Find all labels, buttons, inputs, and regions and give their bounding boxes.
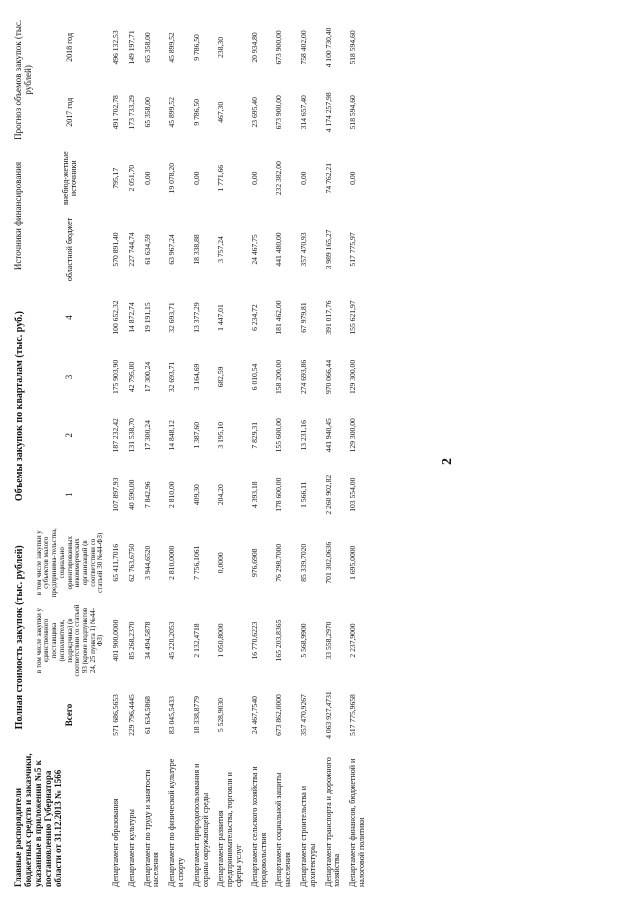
row-value-single: 2 237,9000 [348, 623, 358, 658]
row-value-total: 357 470,9267 [298, 694, 308, 736]
row-value-single: 85 268,2370 [126, 621, 136, 660]
row-value-regional: 441 480,00 [274, 232, 284, 267]
row-value-smb: 76 298,7000 [274, 543, 284, 582]
row-value-y2017: 4 174 257,98 [323, 92, 333, 133]
table-row [294, 15, 319, 890]
row-value-q3: 158 200,00 [274, 359, 284, 395]
header-main-column: Главные распорядители бюджетных средств и заказчики, указанные в приложении №5 к постановлению Губернатора области от 31.12.2013 № 1566 [13, 753, 63, 887]
row-value-single: 34 494,5878 [142, 621, 152, 660]
row-value-total: 61 634,5868 [142, 696, 152, 735]
row-department: Департамент транспорта и дорожного хозяйства [323, 757, 342, 887]
row-value-q2: 187 232,42 [110, 418, 120, 453]
row-value-q1: 103 554,00 [348, 477, 358, 512]
row-value-q1: 178 600,00 [274, 477, 284, 512]
row-value-q1: 1 566,11 [298, 481, 308, 508]
row-value-q1: 2 810,00 [167, 481, 177, 508]
header-extrabudget: внебюд-жетные источники [60, 151, 79, 206]
row-value-q4: 19 191,15 [142, 302, 152, 333]
header-sources-group: Источники финансирования [13, 161, 23, 271]
table-row [187, 15, 212, 890]
row-value-regional: 3 757,24 [216, 236, 226, 263]
row-value-single: 2 132,4718 [191, 623, 201, 658]
row-value-y2018: 673 900,00 [274, 30, 284, 65]
row-value-y2018: 45 899,52 [167, 32, 177, 63]
row-value-total: 517 775,9658 [348, 694, 358, 736]
row-value-regional: 24 467,75 [249, 234, 259, 265]
row-value-extra: 0,00 [298, 171, 308, 185]
row-value-extra: 19 078,20 [167, 163, 177, 194]
row-value-y2017: 314 657,40 [298, 95, 308, 130]
header-forecast-group: Прогноз объемов закупок (тыс. рублей) [13, 19, 33, 140]
row-value-q3: 129 300,00 [348, 359, 358, 395]
row-value-total: 571 686,5653 [110, 694, 120, 736]
table-row [245, 15, 270, 890]
row-department: Департамент социальной защиты населения [274, 772, 293, 887]
row-value-q3: 17 300,24 [142, 361, 152, 393]
row-value-y2018: 4 100 730,40 [323, 27, 333, 68]
header-single-supplier: в том числе закупки у единственного поставщика (исполнителя, подрядчика) (в соответствии со статьей 93 (кроме подпунктов 24, 25 пункта 1) №44-ФЗ) [34, 604, 105, 677]
row-value-y2017: 173 733,29 [126, 95, 136, 130]
row-value-q2: 1 387,60 [191, 422, 201, 449]
row-value-regional: 18 338,88 [191, 234, 201, 265]
row-department: Департамент по физической культуре и спорту [167, 758, 185, 887]
row-value-q3: 970 066,44 [323, 359, 333, 395]
row-value-total: 673 862,0000 [274, 694, 284, 736]
row-value-smb: 3 944,6520 [142, 545, 152, 580]
header-q1: 1 [64, 492, 75, 497]
header-q4: 4 [64, 315, 75, 320]
row-value-y2017: 491 702,78 [110, 95, 120, 130]
row-value-extra: 2 051,70 [126, 164, 136, 192]
row-value-q4: 13 377,29 [191, 302, 201, 333]
row-department: Департамент по труду и занятости населения [142, 769, 161, 887]
row-value-extra: 232 382,00 [274, 161, 284, 196]
header-2017: 2017 год [64, 97, 74, 127]
row-value-y2017: 65 358,00 [142, 97, 152, 128]
row-department: Департамент образования [110, 798, 120, 887]
table-row [162, 15, 187, 890]
row-value-q2: 155 600,00 [274, 418, 284, 453]
table-row [122, 15, 138, 890]
row-department: Департамент природопользования и охраны окружающей среды [191, 763, 210, 887]
row-value-y2018: 149 197,71 [126, 30, 136, 65]
header-q2: 2 [64, 433, 75, 438]
row-value-q4: 32 693,71 [167, 302, 177, 333]
row-value-smb: 7 756,1061 [191, 545, 201, 580]
row-value-smb: 701 302,0636 [323, 541, 333, 584]
row-value-single: 45 220,2053 [167, 621, 177, 660]
row-value-regional: 63 967,24 [167, 234, 177, 265]
row-value-y2017: 45 899,52 [167, 97, 177, 128]
row-department: Департамент сельского хозяйства и продовольствия [249, 766, 268, 887]
row-value-y2017: 467,30 [216, 101, 226, 123]
row-value-regional: 227 744,74 [126, 232, 136, 267]
table-row [138, 15, 163, 890]
row-value-y2018: 758 402,00 [298, 30, 308, 65]
row-value-regional: 570 891,40 [110, 232, 120, 267]
row-value-extra: 74 762,21 [323, 163, 333, 194]
row-value-single: 33 558,2970 [323, 621, 333, 660]
row-value-q4: 391 017,76 [323, 300, 333, 335]
row-value-smb: 976,6908 [249, 548, 259, 577]
row-department: Департамент культуры [126, 809, 136, 887]
row-value-q2: 129 300,00 [348, 418, 358, 453]
row-value-q2: 131 538,70 [126, 418, 136, 453]
table-row [319, 15, 344, 890]
header-q3: 3 [64, 374, 75, 380]
row-value-y2017: 673 900,00 [274, 95, 284, 130]
row-value-smb: 0,0000 [216, 552, 226, 574]
row-value-q3: 6 010,54 [249, 363, 259, 391]
row-value-y2017: 9 786,50 [191, 99, 201, 126]
row-value-q1: 107 897,93 [110, 477, 120, 512]
row-value-q3: 42 795,00 [126, 361, 136, 393]
row-value-regional: 357 470,93 [298, 232, 308, 267]
row-value-regional: 517 775,97 [348, 232, 358, 267]
row-value-q2: 13 231,16 [298, 420, 308, 451]
row-value-y2017: 23 695,40 [249, 97, 259, 128]
row-value-q2: 14 848,12 [167, 420, 177, 451]
row-value-q1: 4 393,18 [249, 481, 259, 508]
row-value-total: 18 338,8779 [191, 696, 201, 735]
row-value-total: 4 063 927,4731 [323, 691, 333, 739]
header-total: Всего [64, 703, 75, 727]
row-value-total: 229 796,4445 [126, 694, 136, 736]
row-department: Департамент развития предпринимательства, торговли и сферы услуг [216, 772, 243, 887]
header-2018: 2018 год [64, 32, 74, 62]
row-value-smb: 1 695,0000 [348, 545, 358, 580]
row-value-q1: 7 842,96 [142, 481, 152, 508]
table-row [106, 15, 122, 890]
row-value-smb: 85 339,7020 [298, 543, 308, 582]
header-regional-budget: областной бюджет [64, 217, 74, 282]
header-quarters-group: Объемы закупок по кварталам (тыс. руб.) [14, 311, 25, 502]
row-value-extra: 0,00 [142, 171, 152, 185]
table-row [211, 15, 244, 890]
row-value-single: 165 203,8365 [274, 619, 284, 662]
row-value-total: 24 467,7540 [249, 696, 259, 735]
row-value-single: 1 050,8000 [216, 623, 226, 658]
row-value-single: 401 900,0000 [110, 619, 120, 662]
row-value-extra: 0,00 [249, 171, 259, 185]
row-value-q4: 155 621,97 [348, 300, 358, 335]
row-value-q3: 682,59 [216, 366, 226, 388]
row-value-regional: 61 634,59 [142, 234, 152, 265]
row-value-q3: 274 693,86 [298, 359, 308, 395]
row-value-q4: 181 462,00 [274, 300, 284, 335]
row-value-extra: 0,00 [348, 171, 358, 185]
row-value-y2018: 65 358,00 [142, 32, 152, 63]
row-value-q2: 3 195,10 [216, 422, 226, 449]
row-value-q2: 7 829,31 [249, 422, 259, 449]
row-value-q4: 14 872,74 [126, 302, 136, 333]
row-department: Департамент финансов, бюджетной и налоговой политики [348, 758, 366, 887]
row-value-regional: 3 989 165,27 [323, 229, 333, 270]
row-value-single: 16 770,6223 [249, 621, 259, 660]
header-row-groups [13, 15, 35, 890]
row-value-total: 83 045,5433 [167, 696, 177, 735]
row-value-y2018: 518 594,60 [348, 30, 358, 65]
procurement-table [13, 15, 368, 890]
row-value-q4: 6 234,72 [249, 304, 259, 331]
table-row [343, 15, 368, 890]
table-row [269, 15, 294, 890]
row-value-smb: 62 763,6750 [126, 543, 136, 582]
row-value-q1: 2 260 902,82 [323, 474, 333, 515]
row-value-extra: 795,17 [110, 167, 120, 189]
row-value-extra: 1 771,66 [216, 164, 226, 192]
row-value-q1: 204,20 [216, 484, 226, 506]
row-value-y2018: 20 934,80 [249, 32, 259, 63]
row-value-smb: 2 810,0000 [167, 545, 177, 580]
row-department: Департамент строительства и архитектуры [298, 785, 317, 887]
row-value-total: 5 528,9030 [216, 697, 226, 733]
row-value-q1: 409,30 [191, 484, 201, 506]
row-value-single: 5 568,9900 [298, 623, 308, 658]
row-value-q1: 40 590,00 [126, 479, 136, 510]
row-value-extra: 0,00 [191, 171, 201, 185]
header-total-group: Полная стоимость закупок (тыс. рублей) [14, 545, 25, 730]
row-value-y2017: 518 594,60 [348, 95, 358, 130]
row-value-q3: 32 693,71 [167, 361, 177, 393]
row-value-q3: 175 903,90 [110, 359, 120, 395]
row-value-y2018: 9 786,50 [191, 34, 201, 61]
row-value-y2018: 496 132,53 [110, 30, 120, 65]
header-small-business: в том числе закупки у субъектов малого предпринима-тельства, социально ориентированных некоммерческих организаций (в соответствии со статьей 30 №44-ФЗ) [34, 528, 105, 598]
row-value-q2: 441 940,45 [323, 418, 333, 453]
row-value-q3: 3 164,69 [191, 363, 201, 391]
row-value-q4: 1 447,01 [216, 304, 226, 331]
row-value-y2018: 238,30 [216, 37, 226, 58]
row-value-q2: 17 300,24 [142, 420, 152, 451]
row-value-q4: 67 979,81 [298, 302, 308, 333]
row-value-smb: 65 411,7016 [110, 543, 120, 582]
row-value-q4: 100 652,32 [110, 300, 120, 335]
page-number: 2 [440, 458, 455, 465]
